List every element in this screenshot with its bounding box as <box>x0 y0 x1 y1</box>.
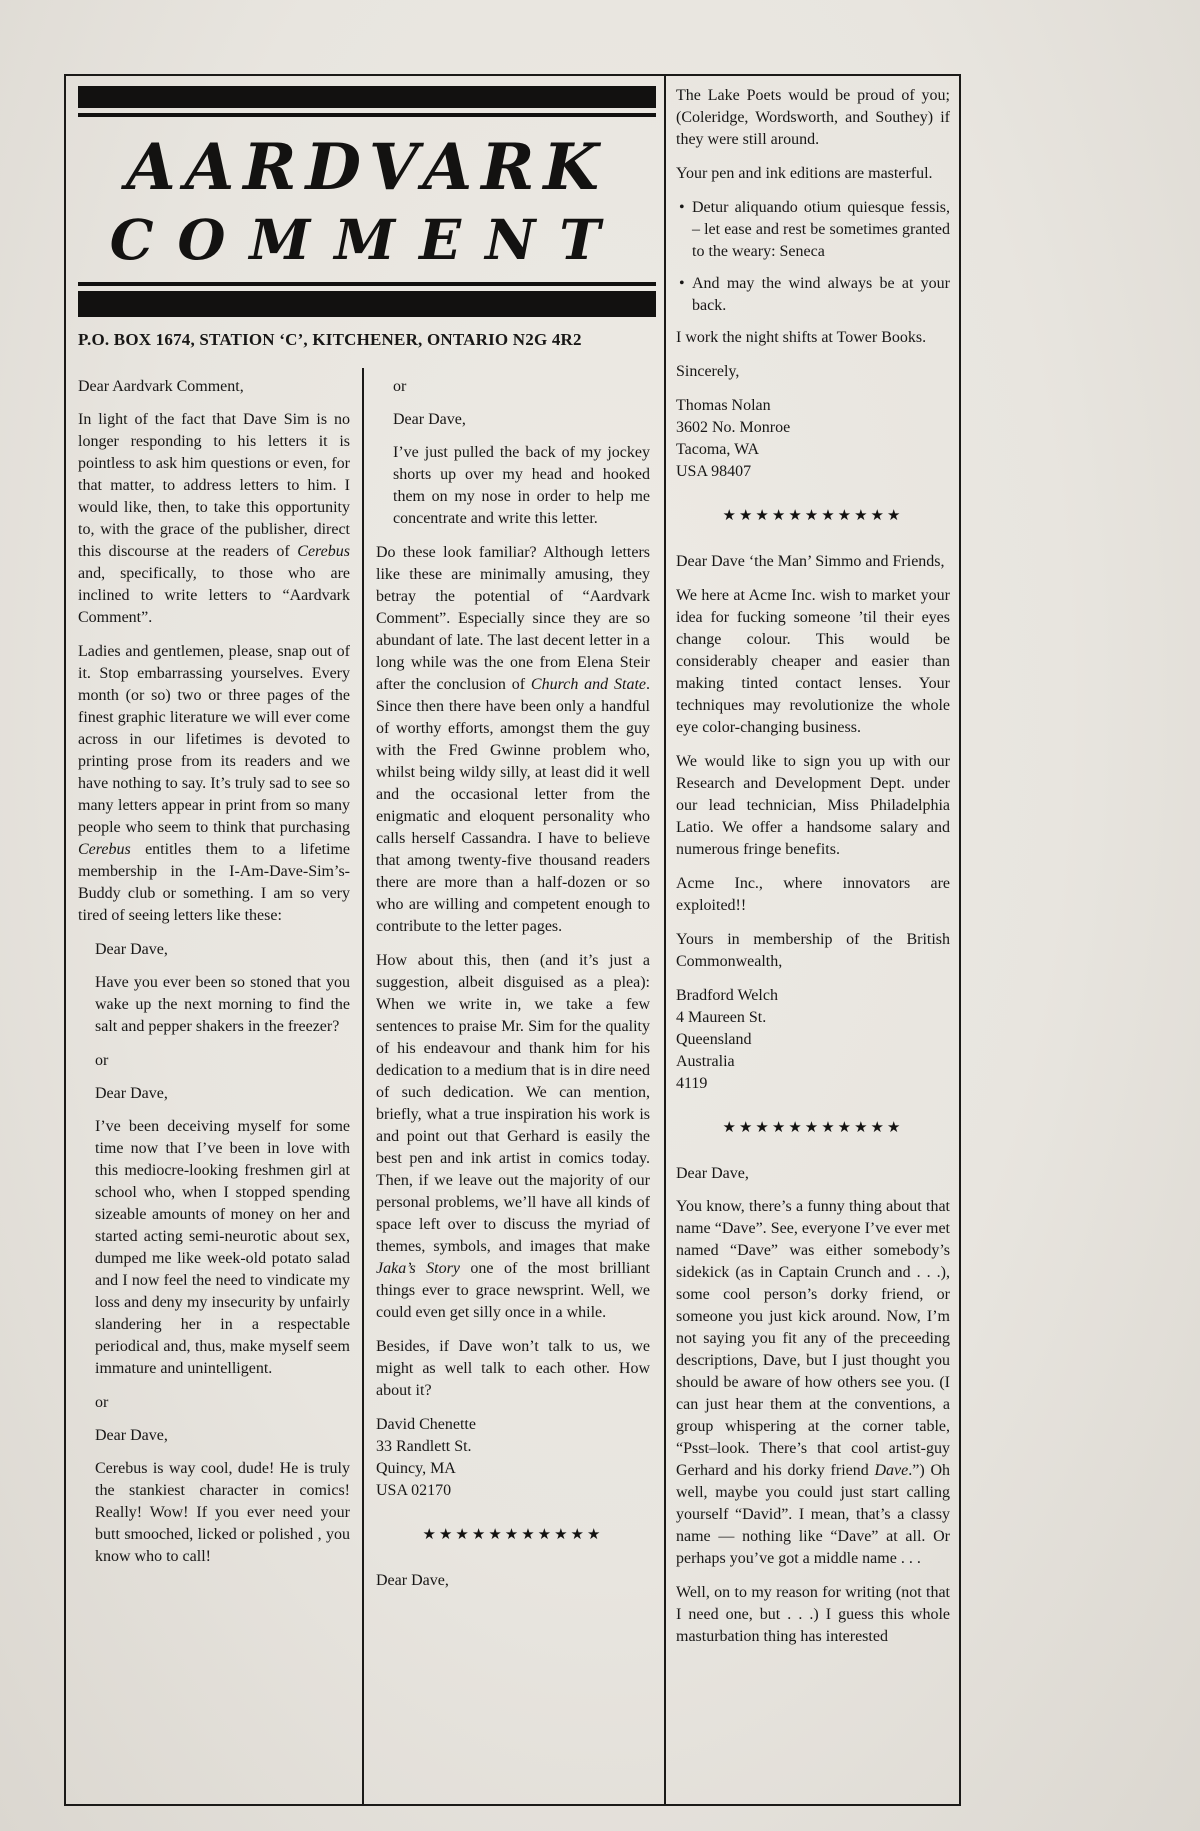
column-divider-left <box>362 368 364 1804</box>
signature-line: 4 Maureen St. <box>676 1009 767 1026</box>
quoted-letter-paragraph: I’ve just pulled the back of my jockey shorts up over my head and hooked them on my nose in order to help me concentrate and write this letter. <box>393 444 650 527</box>
letter-paragraph: Acme Inc., where innovators are exploited!! <box>676 875 950 914</box>
quoted-letter-salutation: Dear Dave, <box>393 411 466 428</box>
signature-line: USA 98407 <box>676 463 752 480</box>
letter-paragraph: Sincerely, <box>676 363 740 380</box>
page-border-frame <box>64 74 961 1806</box>
letter-paragraph: You know, there’s a funny thing about that name “Dave”. See, everyone I’ve ever met named “Dave” was either somebody’s sidekick (as in Captain Crunch and . . .), some cool person’s dorky friend, or someone you just kick around. Now, I’m not saying you fit any of the preceeding descriptions, Dave, but I just thought you should be aware of how others see you. (I can just hear them at the conventions, a group whispering at the corner table, “Psst–look. There’s that cool artist-guy Gerhard and his dorky friend Dave.”) Oh well, maybe you could just start calling yourself “David”. I mean, that’s a classy name — nothing like “Dave” at all. Or perhaps you’ve got a middle name . . . <box>676 1198 950 1567</box>
letter-salutation: Dear Aardvark Comment, <box>78 378 244 395</box>
letter-paragraph: Well, on to my reason for writing (not that I need one, but . . .) I guess this whole masturbation thing has interested <box>676 1584 950 1645</box>
letter-paragraph: How about this, then (and it’s just a suggestion, albeit disguised as a plea): When we write in, we take a few sentences to praise Mr. Sim for the quality of his endeavour and thank him for his dedication to a medium that is in dire need of such dedication. We can mention, briefly, what a true inspiration his work is and point out that Gerhard is easily the best pen and ink artist in comics today. Then, if we leave out the majority of our personal problems, we’ll have all kinds of space left over to discuss the myriad of themes, symbols, and images that make Jaka’s Story one of the most brilliant things ever to grace newsprint. Well, we could even get silly once in a while. <box>376 952 650 1321</box>
letter-paragraph: In light of the fact that Dave Sim is no longer responding to his letters it is pointless to ask him questions or even, for that matter, to address letters to him. I would like, then, to take this opportunity to, with the grace of the publisher, direct this discourse at the readers of Cerebus and, specifically, to those who are inclined to write letters to “Aardvark Comment”. <box>78 411 350 626</box>
star-divider: ★★★★★★★★★★★ <box>722 1120 904 1136</box>
signature-line: 33 Randlett St. <box>376 1438 472 1455</box>
quoted-letter-paragraph: I’ve been deceiving myself for some time now that I’ve been in love with this mediocre-looking freshmen girl at school who, when I stopped spending sizeable amounts of money on her and started acting semi-neurotic about sex, dumped me like week-old potato salad and I now feel the need to vindicate my loss and deny my insecurity by unfairly slandering her in a respectable periodical and, thus, make myself seem immature and unintelligent. <box>95 1118 350 1377</box>
letter-paragraph: We here at Acme Inc. wish to market your idea for fucking someone ’til their eyes change colour. This would be considerably cheaper and easier than making tinted contact lenses. Your techniques may revolutionize the whole eye color-changing business. <box>676 587 950 736</box>
quoted-letter-or: or <box>393 378 407 395</box>
logo-title <box>78 117 656 282</box>
letter-paragraph: The Lake Poets would be proud of you; (Coleridge, Wordsworth, and Southey) if they were still around. <box>676 87 950 148</box>
signature-block <box>676 985 950 1095</box>
quoted-letter-salutation: Dear Dave, <box>95 1085 168 1102</box>
masthead-thick-rule-bottom <box>78 291 656 317</box>
masthead-address: P.O. BOX 1674, STATION ‘C’, KITCHENER, ONTARIO N2G 4R2 <box>78 329 582 349</box>
signature-line: Queensland <box>676 1031 752 1048</box>
bullet-icon: • <box>679 199 685 216</box>
letter-salutation: Dear Dave, <box>676 1165 749 1182</box>
quoted-letter-paragraph: Cerebus is way cool, dude! He is truly the stankiest character in comics! Really! Wow! If you ever need your butt smooched, licked or polished , you know who to call! <box>95 1460 350 1565</box>
signature-line: 4119 <box>676 1075 708 1092</box>
quoted-letter-paragraph: Have you ever been so stoned that you wake up the next morning to find the salt and pepper shakers in the freezer? <box>95 974 350 1035</box>
signature-block <box>676 395 950 483</box>
signature-line: Bradford Welch <box>676 987 778 1004</box>
masthead-thin-rule-bottom <box>78 282 656 286</box>
letter-paragraph: I work the night shifts at Tower Books. <box>676 329 927 346</box>
quoted-letter-or: or <box>95 1394 109 1411</box>
star-divider: ★★★★★★★★★★★ <box>722 508 904 524</box>
signature-line: 3602 No. Monroe <box>676 419 791 436</box>
letter-paragraph: Dear Dave ‘the Man’ Simmo and Friends, <box>676 553 945 570</box>
signature-block <box>376 1414 650 1502</box>
quoted-letter-salutation: Dear Dave, <box>95 941 168 958</box>
masthead <box>78 86 656 350</box>
letters-column-right <box>676 85 950 1798</box>
letter-paragraph: We would like to sign you up with our Research and Development Dept. under our lead technician, Miss Philadelphia Latio. We offer a handsome salary and numerous fringe benefits. <box>676 753 950 858</box>
signature-line: David Chenette <box>376 1416 476 1433</box>
bullet-item: • And may the wind always be at your back. <box>679 275 950 314</box>
letter-paragraph: Yours in membership of the British Commonwealth, <box>676 931 950 970</box>
column-divider-right <box>664 76 666 1804</box>
signature-line: USA 02170 <box>376 1482 452 1499</box>
logo-word-aardvark: AARDVARK <box>125 130 609 205</box>
letter-paragraph: Your pen and ink editions are masterful. <box>676 165 933 182</box>
letter-paragraph: Do these look familiar? Although letters like these are minimally amusing, they betray the potential of “Aardvark Comment”. Especially since they are so abundant of late. The last decent letter in a long while was the one from Elena Steir after the conclusion of Church and State. Since then there have been only a handful of worthy efforts, amongst them the guy with the Fred Gwinne problem who, whilst being wildy silly, at least did it well and the occasional letter from the enigmatic and eloquent personality who calls herself Cassandra. I have to believe that among twenty-five thousand readers there are more than a half-dozen or so who are willing and competent enough to contribute to the letter pages. <box>376 544 650 935</box>
signature-line: Australia <box>676 1053 735 1070</box>
letter-salutation: Dear Dave, <box>376 1572 449 1589</box>
star-divider: ★★★★★★★★★★★ <box>422 1527 604 1543</box>
letter-paragraph: Besides, if Dave won’t talk to us, we might as well talk to each other. How about it? <box>376 1338 650 1399</box>
letters-column-middle <box>376 376 650 1796</box>
quoted-letter-salutation: Dear Dave, <box>95 1427 168 1444</box>
bullet-item: • Detur aliquando otium quiesque fessis, – let ease and rest be sometimes granted to the weary: Seneca <box>679 199 950 260</box>
signature-line: Tacoma, WA <box>676 441 759 458</box>
letters-column-left <box>78 376 350 1796</box>
masthead-thick-rule-top <box>78 86 656 108</box>
signature-line: Thomas Nolan <box>676 397 771 414</box>
logo-word-comment: COMMENT <box>109 207 625 273</box>
signature-line: Quincy, MA <box>376 1460 456 1477</box>
quoted-letter-or: or <box>95 1052 109 1069</box>
bullet-icon: • <box>679 275 685 292</box>
letter-paragraph: Ladies and gentlemen, please, snap out of it. Stop embarrassing yourselves. Every month (or so) two or three pages of the finest graphic literature we will ever come across in our lifetimes is devoted to printing prose from its readers and we have nothing to say. It’s truly sad to see so many letters appear in print from so many people who seem to think that purchasing Cerebus entitles them to a lifetime membership in the I-Am-Dave-Sim’s-Buddy club or something. I am so very tired of seeing letters like these: <box>78 643 350 924</box>
